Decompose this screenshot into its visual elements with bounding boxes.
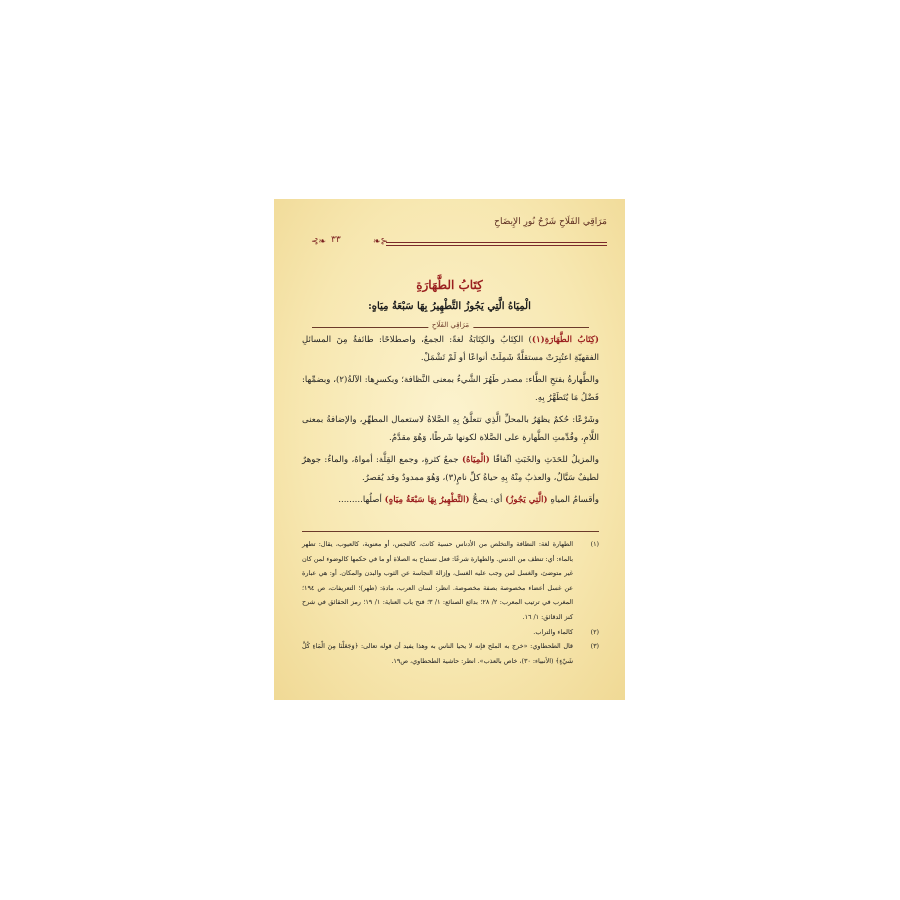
paragraph-4-text-b: جمعُ كثرةٍ، وجمع القِلَّة: أمواهٌ، والماءُ: جوهرٌ لطيفٌ سَيَّالٌ، والعذبُ مِنْهُ بِهِ حياةُ كلِّ نامٍ(٣)، وَهُوَ ممدودٌ وقد يُقصرُ. [302,455,599,483]
paragraph-5 [302,492,599,510]
footnote-separator [302,531,599,532]
paragraph-1 [302,332,599,367]
chapter-subtitle: الْمِيَاهُ الَّتِي يَجُوزُ التَّطْهِيرُ بِهَا سَبْعَةُ مِيَاهٍ: [368,301,531,312]
footnote [302,537,599,625]
matn-term-1: (الَّتِي يَجُوزُ) [505,495,548,505]
footnote-number: (١) [590,540,599,548]
chapter-title: كِتَابُ الطَّهَارَةِ [416,278,483,292]
paragraph-2: والطَّهارةُ بفتحِ الطَّاء: مصدر طَهُرَ الشَّيءُ بمعنى النَّظافة؛ وبكسرِها: الآلةُ(٢)، وبضمِّها: فَضْلُ مَا يُتَطَهَّرُ بِهِ. [302,375,600,403]
footnote-text: قال الطحطاوي: «خرج به الملح فإنه لا يحيا الناس به وهذا يفيد أن قوله تعالى: ﴿وَجَعَلْنَا مِنَ الْمَاءِ كُلَّ شَيْءٍ﴾ (الأنبياء: ٣٠)، خاص بالعذب». انظر: حاشية الطحطاوي، ص١٩. [302,642,573,665]
book-page [274,199,625,700]
matn-term-2: (التَّطْهِيرُ بِهَا سَبْعَةُ مِيَاهٍ) [384,495,470,505]
footnote [302,625,599,640]
chapter-term: (كِتَابُ الطَّهَارَةِ [544,335,599,345]
header-ornament-right: ⊰❧ [373,237,389,247]
footnote-number: (٣) [590,642,599,651]
header-rule [386,242,607,243]
running-header [311,215,607,245]
paragraph-5-text-c: أصلُها......... [338,495,385,505]
main-text [302,332,599,515]
paragraph-5-text-b: أي: يصحُّ [469,495,506,505]
header-rule-thin [386,245,607,246]
matn-term-waters: (الْمِيَاهُ) [461,455,490,465]
header-ornament-left: ❧⊱ [311,237,327,247]
running-header-title: مَرَاقِي الفَلَاحِ شَرْحُ نُورِ الإِيضَاحِ [494,217,607,227]
page-number: ٣٣ [331,235,341,245]
footnote-text: كالماء والتراب. [533,627,573,636]
footnote-number: (٢) [590,627,599,636]
paragraph-3: وشَرْعًا: حُكمٌ يظهَرُ بالمحلِّ الَّذِي تتعلَّقُ بِهِ الصَّلاةُ لاستعمال المطهِّرِ، والإضافةُ بمعنى اللَّامِ، وقُدِّمتِ الطَّهارة على الصَّلاة لكونها شَرطًا، وَهُوَ مقدَّمٌ. [302,415,599,443]
paragraph-1-text: ) الكِتَابُ والكِتَابَةُ لغةً: الجمعُ، واصطلاحًا: طائفةٌ مِنَ المسائلِ الفقهيّةِ اعتُبِرَتْ مستقلَّةً شَمِلَتْ أنواعًا أو لَمْ تَشْمَلْ. [302,335,599,363]
section-divider [312,322,589,332]
footnotes [302,537,599,668]
footnote-text: الطهارة لغة: النظافة والتخلص من الأدناس حسية كانت، كالنجس، أو معنوية، كالعيوب، يقال: تطهر بالماء: أي: تنظف من الدنس. والطهارة شرعًا: فعل تستباح به الصلاة أو ما في حكمها كالوضوء لمن كان غير متوضئ، والغسل لمن وجب عليه الغسل، وإزالة النجاسة عن الثوب والبدن والمكان. أو: هي عبارة عن غسل أعضاء مخصوصة بصفة مخصوصة. انظر: لسان العرب، مادة: (طهر)؛ التعريفات، ص ١٩٤؛ المغرب في ترتيب المعرب: ٢/ ٢٨؛ بدائع الصنائع: ١/ ٣؛ فتح باب العناية: ١/ ١٩؛ رمز الحقائق في شرح كنز الدقائق: ١/ ١٦. [302,540,574,621]
footnote-ref-1: (١) [531,335,545,345]
paragraph-4-text-a: والمزيلُ للحَدَثِ والخَبَثِ اتِّفاقًا [489,455,599,465]
paragraph-4 [302,452,599,487]
divider-ornament: مَرَاقِي الفَلَاحِ [428,321,473,329]
footnote [302,639,599,668]
paragraph-5-text-a: وأقسامُ المياهِ [547,495,599,505]
